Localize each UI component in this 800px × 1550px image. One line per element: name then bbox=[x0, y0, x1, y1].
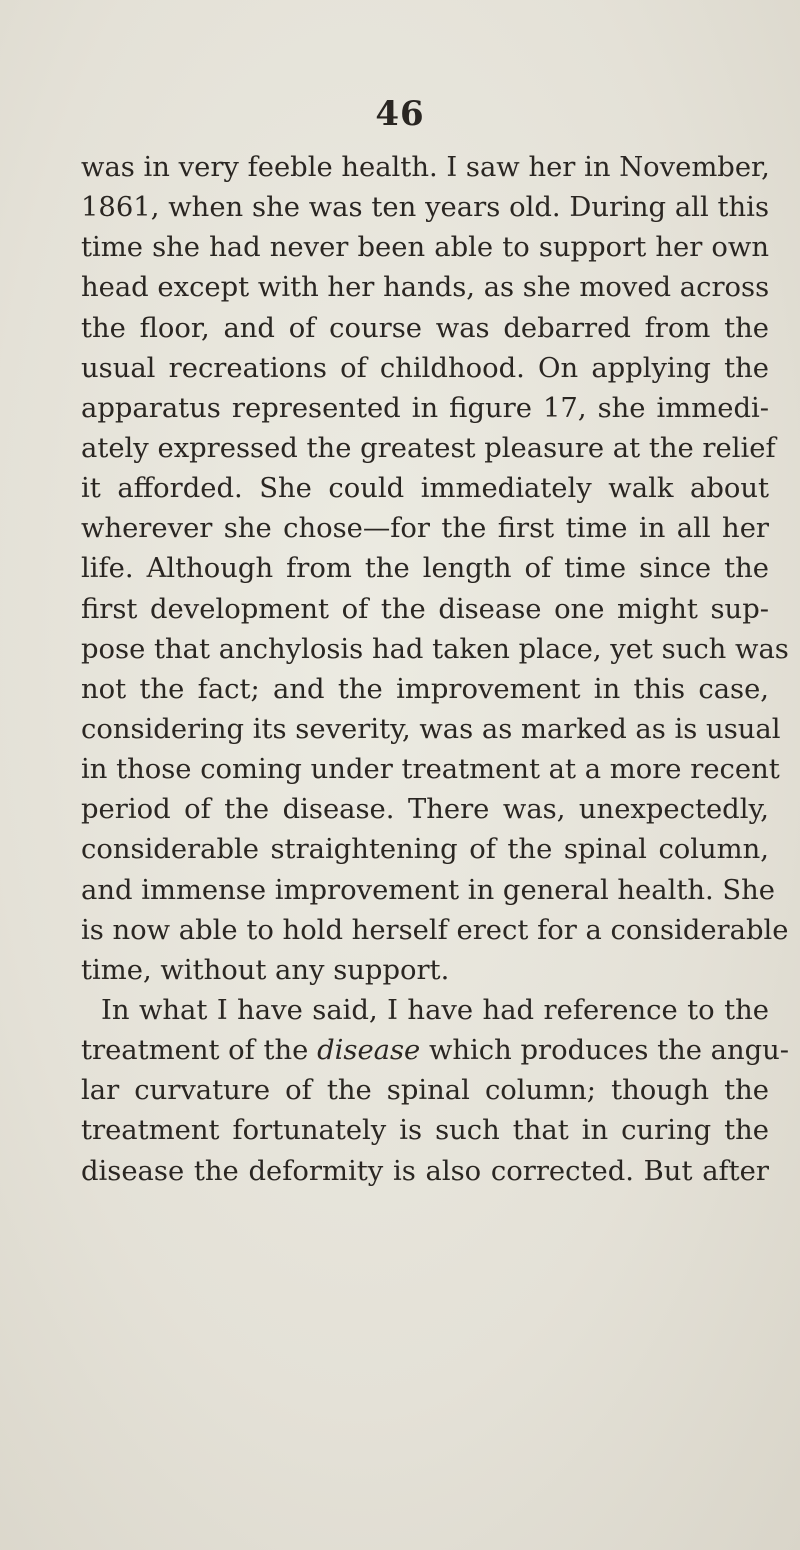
text-line: head except with her hands, as she moved across bbox=[81, 272, 770, 304]
text-line: was in very feeble health. I saw her in November, bbox=[81, 152, 770, 183]
text-line: is now able to hold herself erect for a considerable bbox=[81, 914, 789, 946]
text-line: usual recreations of childhood. On applying the bbox=[81, 352, 769, 384]
text-line: apparatus represented in figure 17, she immedi- bbox=[81, 392, 769, 424]
paragraph-2 bbox=[81, 991, 790, 1192]
page-number: 46 bbox=[375, 94, 425, 134]
text-line-with-emphasis bbox=[81, 1031, 790, 1071]
text-line: in those coming under treatment at a more recent bbox=[81, 754, 780, 786]
text-line: time she had never been able to support her own bbox=[81, 232, 769, 264]
text-line: lar curvature of the spinal column; though the bbox=[81, 1075, 769, 1107]
text-fragment: treatment of the bbox=[81, 1035, 318, 1067]
paragraph-1 bbox=[81, 148, 789, 991]
text-line: and immense improvement in general health. She bbox=[81, 874, 776, 906]
body-text bbox=[81, 148, 790, 1192]
text-line: not the fact; and the improvement in this case, bbox=[81, 673, 769, 705]
text-line: it afforded. She could immediately walk about bbox=[81, 473, 769, 505]
text-line: considerable straightening of the spinal column, bbox=[81, 834, 769, 866]
text-line: the floor, and of course was debarred from the bbox=[81, 312, 769, 344]
text-line: disease the deformity is also corrected. But after bbox=[81, 1155, 769, 1187]
text-line: first development of the disease one might sup- bbox=[81, 593, 769, 625]
text-line: 1861, when she was ten years old. During all this bbox=[81, 192, 769, 224]
text-fragment: which produces the angu- bbox=[420, 1035, 790, 1067]
text-line: period of the disease. There was, unexpectedly, bbox=[81, 794, 769, 826]
text-line: pose that anchylosis had taken place, yet such was bbox=[81, 633, 789, 665]
text-line: life. Although from the length of time since the bbox=[81, 553, 769, 585]
text-line: time, without any support. bbox=[81, 954, 450, 986]
emphasized-word: disease bbox=[317, 1035, 421, 1067]
text-line: ately expressed the greatest pleasure at the relief bbox=[81, 432, 776, 464]
text-line: treatment fortunately is such that in curing the bbox=[81, 1115, 769, 1147]
text-line: considering its severity, was as marked as is usual bbox=[81, 713, 781, 745]
text-line: wherever she chose—for the first time in all her bbox=[81, 513, 769, 545]
text-line: In what I have said, I have had reference to the bbox=[101, 994, 769, 1026]
